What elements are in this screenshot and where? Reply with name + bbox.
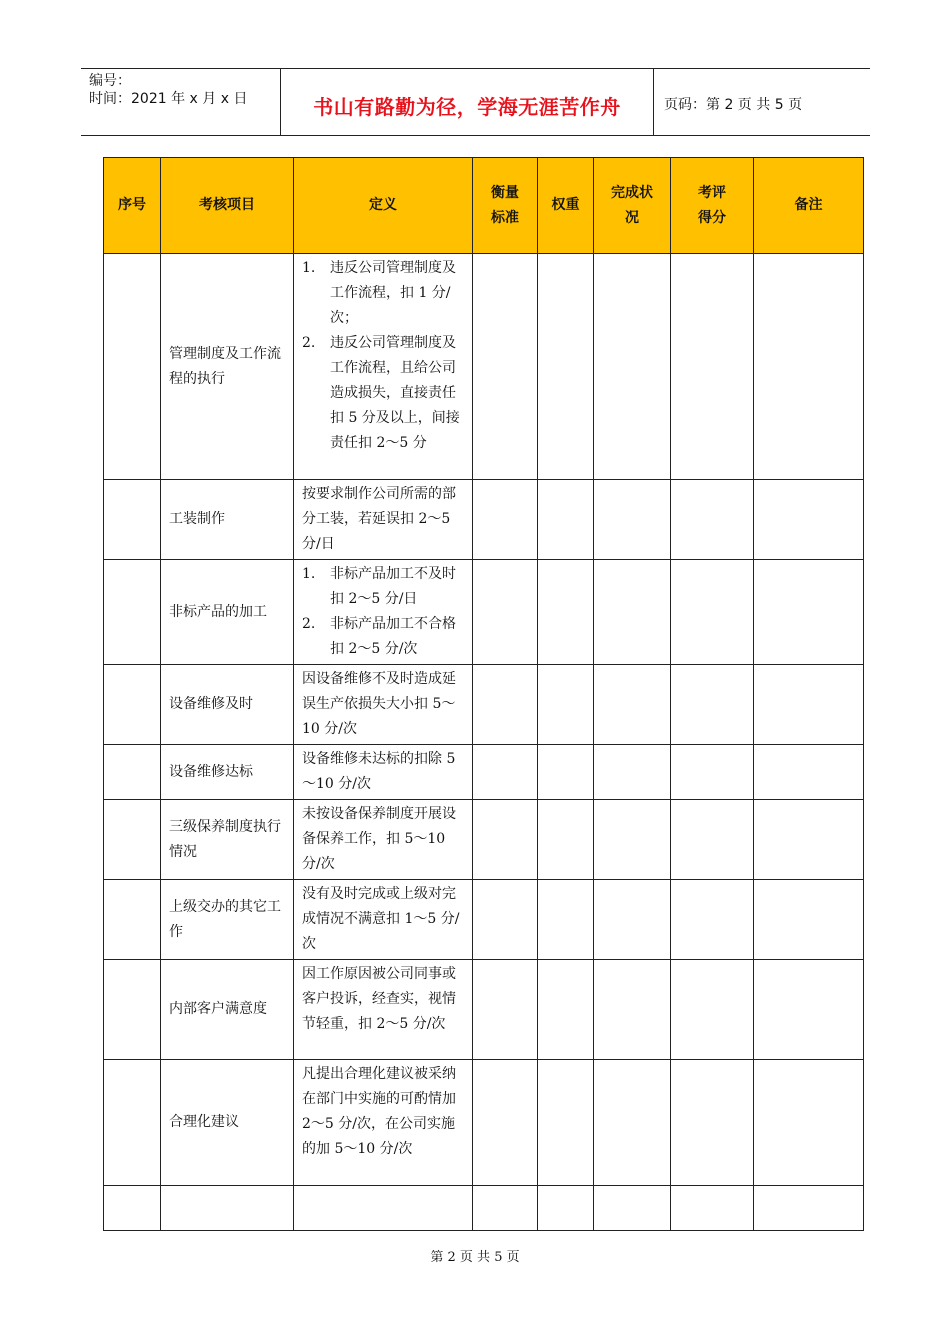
column-header: 考评 得分 (671, 158, 754, 254)
cell-score (671, 880, 754, 960)
definition-list-item: 1. 违反公司管理制度及工作流程，扣 1 分/次； (302, 260, 456, 326)
cell-index (104, 960, 161, 1060)
cell-standard (473, 480, 538, 560)
table-row (104, 745, 864, 800)
column-header: 完成状 况 (594, 158, 671, 254)
table-row (104, 880, 864, 960)
table-row (104, 480, 864, 560)
doc-date: 时间：2021 年 x 月 x 日 (89, 91, 248, 107)
header-motto: 书山有路勤为径，学海无涯苦作舟 (281, 69, 654, 135)
cell-score (671, 800, 754, 880)
cell-index (104, 1060, 161, 1186)
cell-definition: 因工作原因被公司同事或客户投诉，经查实，视情节轻重，扣 2～5 分/次 (294, 960, 473, 1060)
cell-remark (754, 665, 864, 745)
cell-status (594, 800, 671, 880)
table-row (104, 960, 864, 1060)
definition-list-item: 1. 非标产品加工不及时扣 2～5 分/日 (302, 566, 456, 607)
cell-status (594, 480, 671, 560)
cell-weight (538, 560, 594, 665)
column-header: 衡量 标准 (473, 158, 538, 254)
cell-definition (294, 560, 473, 665)
page-header (81, 68, 870, 136)
cell-status (594, 960, 671, 1060)
cell-standard (473, 1186, 538, 1231)
cell-definition: 按要求制作公司所需的部分工装，若延误扣 2～5 分/日 (294, 480, 473, 560)
cell-weight (538, 880, 594, 960)
cell-standard (473, 880, 538, 960)
cell-definition: 未按设备保养制度开展设备保养工作，扣 5～10 分/次 (294, 800, 473, 880)
cell-remark (754, 480, 864, 560)
column-header: 序号 (104, 158, 161, 254)
cell-status (594, 1186, 671, 1231)
cell-score (671, 745, 754, 800)
cell-definition: 设备维修未达标的扣除 5～10 分/次 (294, 745, 473, 800)
cell-remark (754, 960, 864, 1060)
cell-score (671, 1060, 754, 1186)
cell-item: 设备维修及时 (161, 665, 294, 745)
table-row (104, 1186, 864, 1231)
table-row (104, 560, 864, 665)
cell-index (104, 880, 161, 960)
table-header-row (104, 158, 864, 254)
cell-standard (473, 254, 538, 480)
header-page-number: 页码：第 2 页 共 5 页 (664, 97, 803, 113)
cell-definition: 因设备维修不及时造成延误生产依损失大小扣 5～10 分/次 (294, 665, 473, 745)
cell-weight (538, 665, 594, 745)
cell-weight (538, 480, 594, 560)
cell-standard (473, 665, 538, 745)
cell-score (671, 480, 754, 560)
cell-weight (538, 254, 594, 480)
cell-item: 管理制度及工作流程的执行 (161, 254, 294, 480)
cell-definition (294, 254, 473, 480)
cell-score (671, 560, 754, 665)
cell-standard (473, 800, 538, 880)
cell-definition: 没有及时完成或上级对完成情况不满意扣 1～5 分/次 (294, 880, 473, 960)
cell-index (104, 1186, 161, 1231)
cell-score (671, 254, 754, 480)
cell-remark (754, 1186, 864, 1231)
assessment-table (103, 157, 864, 1231)
cell-item (161, 1186, 294, 1231)
cell-weight (538, 745, 594, 800)
cell-weight (538, 960, 594, 1060)
cell-standard (473, 960, 538, 1060)
page-footer: 第 2 页 共 5 页 (430, 1250, 520, 1265)
cell-item: 非标产品的加工 (161, 560, 294, 665)
cell-index (104, 665, 161, 745)
cell-index (104, 560, 161, 665)
cell-weight (538, 1060, 594, 1186)
column-header: 定义 (294, 158, 473, 254)
column-header: 备注 (754, 158, 864, 254)
cell-status (594, 745, 671, 800)
cell-score (671, 665, 754, 745)
table-row (104, 800, 864, 880)
cell-standard (473, 745, 538, 800)
cell-index (104, 745, 161, 800)
doc-code-label: 编号： (89, 73, 131, 89)
cell-score (671, 960, 754, 1060)
cell-status (594, 665, 671, 745)
cell-item: 三级保养制度执行情况 (161, 800, 294, 880)
header-info (81, 69, 281, 135)
cell-status (594, 1060, 671, 1186)
cell-status (594, 254, 671, 480)
cell-remark (754, 254, 864, 480)
table-row (104, 1060, 864, 1186)
table-body (104, 254, 864, 1231)
cell-definition: 凡提出合理化建议被采纳在部门中实施的可酌情加 2～5 分/次，在公司实施的加 5～10 分/次 (294, 1060, 473, 1186)
cell-item: 设备维修达标 (161, 745, 294, 800)
column-header: 考核项目 (161, 158, 294, 254)
cell-index (104, 254, 161, 480)
cell-remark (754, 560, 864, 665)
column-header: 权重 (538, 158, 594, 254)
cell-remark (754, 745, 864, 800)
table-row (104, 665, 864, 745)
cell-index (104, 800, 161, 880)
cell-status (594, 560, 671, 665)
cell-definition (294, 1186, 473, 1231)
cell-status (594, 880, 671, 960)
cell-item: 合理化建议 (161, 1060, 294, 1186)
cell-item: 工装制作 (161, 480, 294, 560)
cell-item: 内部客户满意度 (161, 960, 294, 1060)
table-row (104, 254, 864, 480)
cell-standard (473, 1060, 538, 1186)
cell-standard (473, 560, 538, 665)
cell-weight (538, 800, 594, 880)
cell-weight (538, 1186, 594, 1231)
cell-item: 上级交办的其它工作 (161, 880, 294, 960)
definition-list-item: 2. 违反公司管理制度及工作流程，且给公司造成损失，直接责任扣 5 分及以上，间接责任扣 2～5 分 (302, 335, 460, 451)
cell-remark (754, 1060, 864, 1186)
cell-index (104, 480, 161, 560)
definition-list-item: 2. 非标产品加工不合格扣 2～5 分/次 (302, 616, 456, 657)
cell-remark (754, 800, 864, 880)
cell-remark (754, 880, 864, 960)
cell-score (671, 1186, 754, 1231)
